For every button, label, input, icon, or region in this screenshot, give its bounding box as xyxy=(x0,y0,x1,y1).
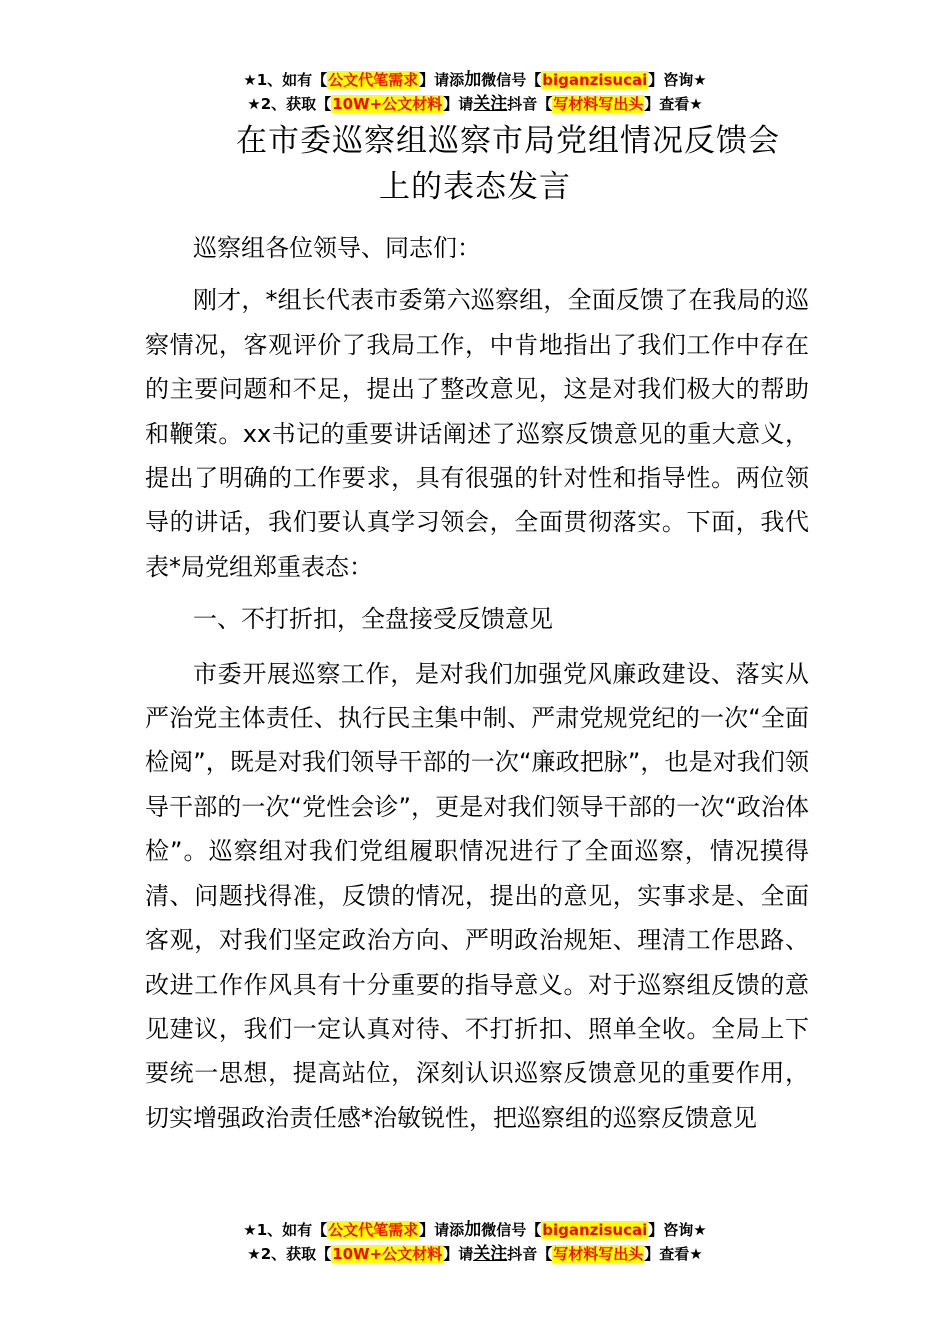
paragraph-2: 市委开展巡察工作，是对我们加强党风廉政建设、落实从严治党主体责任、执行民主集中制、严肃党规党纪的一次“全面检阅”，既是对我们领导干部的一次“廉政把脉”，也是对我们领导干部的一次“党性会诊”，更是对我们领导干部的一次“政治体检”。巡察组对我们党组履职情况进行了全面巡察，情况摸得清、问题找得准，反馈的情况，提出的意见，实事求是、全面客观，对我们坚定政治方向、严明政治规矩、理清工作思路、改进工作作风具有十分重要的指导意义。对于巡察组反馈的意见建议，我们一定认真对待、不打折扣、照单全收。全局上下要统一思想，提高站位，深刻认识巡察反馈意见的重要作用，切实增强政治责任感*治敏锐性，把巡察组的巡察反馈意见 xyxy=(145,659,809,1132)
banner-line-2: ★2、获取【10W+公文材料】请关注抖音【写材料写出头】查看★ xyxy=(247,1244,703,1264)
banner-line-1: ★1、如有【公文代笔需求】请添加微信号【biganzisucai】咨询★ xyxy=(243,70,707,90)
highlight-wechat-id: biganzisucai xyxy=(542,71,648,89)
title-line-1: 在市委巡察组巡察市局党组情况反馈会 xyxy=(236,123,780,159)
document-body xyxy=(145,226,809,1148)
header-banner xyxy=(0,68,950,116)
highlight-douyin: 写材料写出头 xyxy=(553,95,644,113)
section-heading-1: 一、不打折扣，全盘接受反馈意见 xyxy=(193,605,553,634)
salutation: 巡察组各位领导、同志们： xyxy=(193,234,481,262)
footer-banner xyxy=(0,1218,950,1266)
highlight-wechat-id: biganzisucai xyxy=(542,1221,648,1239)
highlight-materials: 10W+公文材料 xyxy=(332,1245,443,1263)
title-line-2: 上的表态发言 xyxy=(379,169,571,205)
banner-line-2: ★2、获取【10W+公文材料】请关注抖音【写材料写出头】查看★ xyxy=(247,94,703,114)
paragraph-1: 刚才，*组长代表市委第六巡察组，全面反馈了在我局的巡察情况，客观评价了我局工作，中肯地指出了我们工作中存在的主要问题和不足，提出了整改意见，这是对我们极大的帮助和鞭策。xx书记的重要讲话阐述了巡察反馈意见的重大意义，提出了明确的工作要求，具有很强的针对性和指导性。两位领导的讲话，我们要认真学习领会，全面贯彻落实。下面，我代表*局党组郑重表态： xyxy=(145,286,809,581)
highlight-ghostwriting: 公文代笔需求 xyxy=(328,1221,419,1239)
banner-line-1: ★1、如有【公文代笔需求】请添加微信号【biganzisucai】咨询★ xyxy=(243,1220,707,1240)
highlight-materials: 10W+公文材料 xyxy=(332,95,443,113)
highlight-douyin: 写材料写出头 xyxy=(553,1245,644,1263)
document-title xyxy=(0,118,950,210)
highlight-ghostwriting: 公文代笔需求 xyxy=(328,71,419,89)
